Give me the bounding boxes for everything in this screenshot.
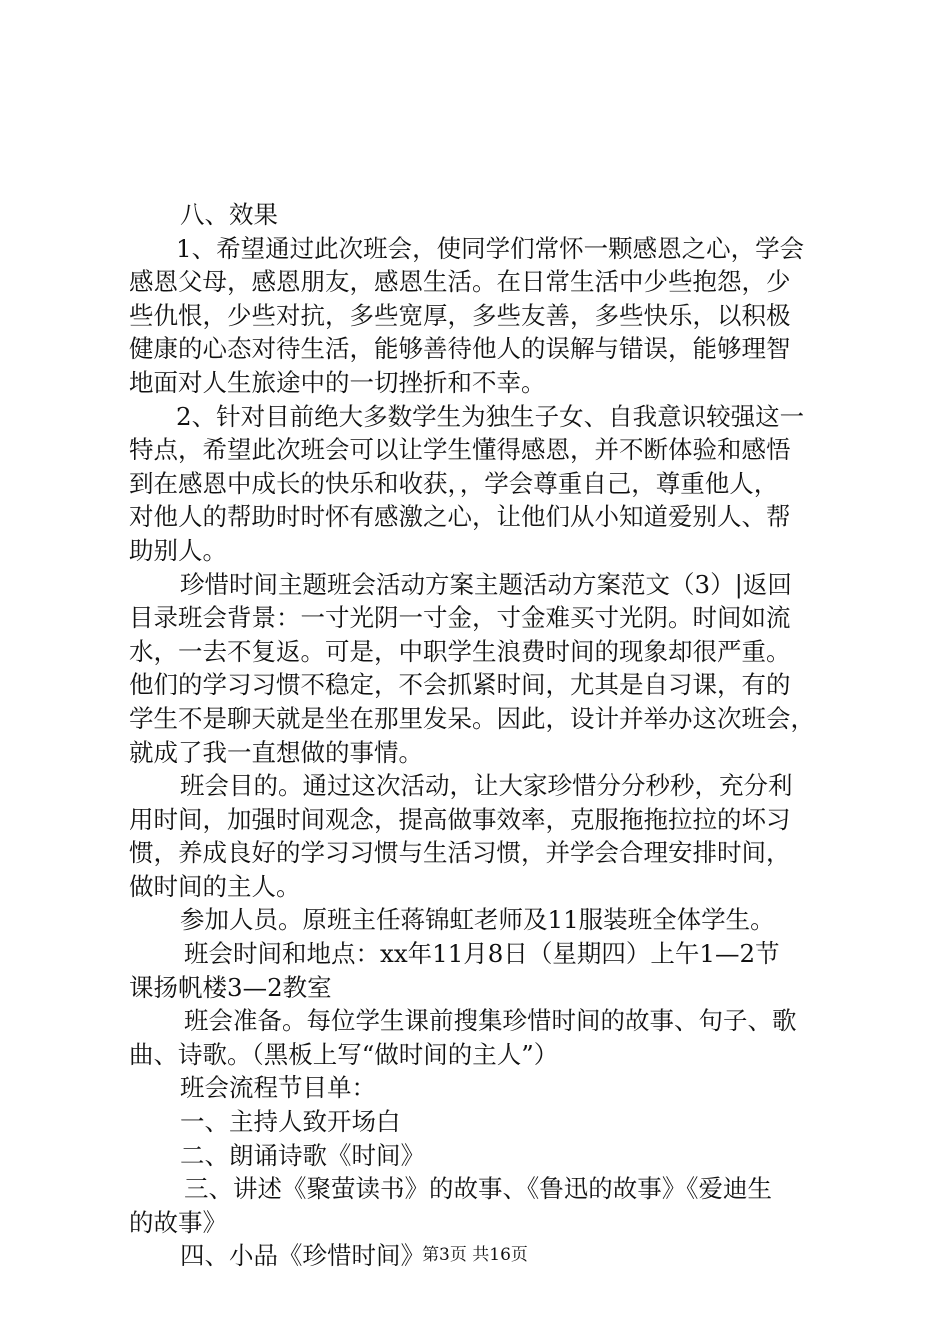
paragraph-line: 到在感恩中成长的快乐和收获，，学会尊重自己，尊重他人， [129,468,779,498]
paragraph-line: 他们的学习习惯不稳定，不会抓紧时间，尤其是自习课，有的 [129,670,791,700]
paragraph-line: 班会目的。通过这次活动，让大家珍惜分分秒秒，充分利 [180,771,793,801]
paragraph-line: 2、针对目前绝大多数学生为独生子女、自我意识较强这一 [176,401,805,431]
paragraph-line: 地面对人生旅途中的一切挫折和不幸。 [129,367,546,397]
paragraph-line: 用时间，加强时间观念，提高做事效率，克服拖拖拉拉的坏习 [129,804,791,834]
paragraph-line: 参加人员。原班主任蒋锦虹老师及11服装班全体学生。 [180,905,775,935]
paragraph-line: 就成了我一直想做的事情。 [129,737,423,767]
paragraph-line: 曲、诗歌。（黑板上写“做时间的主人”） [129,1039,559,1069]
paragraph-line: 惯，养成良好的学习习惯与生活习惯，并学会合理安排时间， [129,838,791,868]
paragraph-line: 助别人。 [129,535,227,565]
list-item: 一、主持人致开场白 [180,1107,401,1137]
paragraph-line: 1、希望通过此次班会，使同学们常怀一颗感恩之心，学会 [176,233,805,263]
paragraph-line: 感恩父母，感恩朋友，感恩生活。在日常生活中少些抱怨，少 [129,267,791,297]
paragraph-line: 健康的心态对待生活，能够善待他人的误解与错误，能够理智 [129,334,791,364]
document-body [129,198,835,1273]
list-item: 四、小品《珍惜时间》 [180,1241,425,1271]
paragraph-line: 班会流程节目单： [180,1073,376,1103]
paragraph-line: 做时间的主人。 [129,871,301,901]
list-item: 的故事》 [129,1207,227,1237]
page-number-footer: 第3页 共16页 [422,1245,528,1265]
paragraph-line: 对他人的帮助时时怀有感激之心，让他们从小知道爱别人、帮 [129,502,791,532]
section-heading: 八、效果 [180,200,278,229]
paragraph-line: 目录班会背景：一寸光阴一寸金，寸金难买寸光阴。时间如流 [129,603,791,633]
paragraph-line: 班会时间和地点：xx年11月8日（星期四）上午1—2节 [184,939,780,969]
list-item: 二、朗诵诗歌《时间》 [180,1140,425,1170]
paragraph-line: 学生不是聊天就是坐在那里发呆。因此，设计并举办这次班会， [129,703,815,733]
paragraph-line: 特点，希望此次班会可以让学生懂得感恩，并不断体验和感悟 [129,435,791,465]
list-item: 三、讲述《聚萤读书》的故事、《鲁迅的故事》《爱迪生 [184,1174,772,1204]
paragraph-line: 班会准备。每位学生课前搜集珍惜时间的故事、句子、歌 [184,1006,797,1036]
paragraph-line: 些仇恨，少些对抗，多些宽厚，多些友善，多些快乐，以积极 [129,300,791,330]
paragraph-line: 课扬帆楼3—2教室 [129,972,332,1002]
paragraph-line: 水，一去不复返。可是，中职学生浪费时间的现象却很严重。 [129,636,791,666]
paragraph-line: 珍惜时间主题班会活动方案主题活动方案范文（3）|返回 [180,569,792,599]
